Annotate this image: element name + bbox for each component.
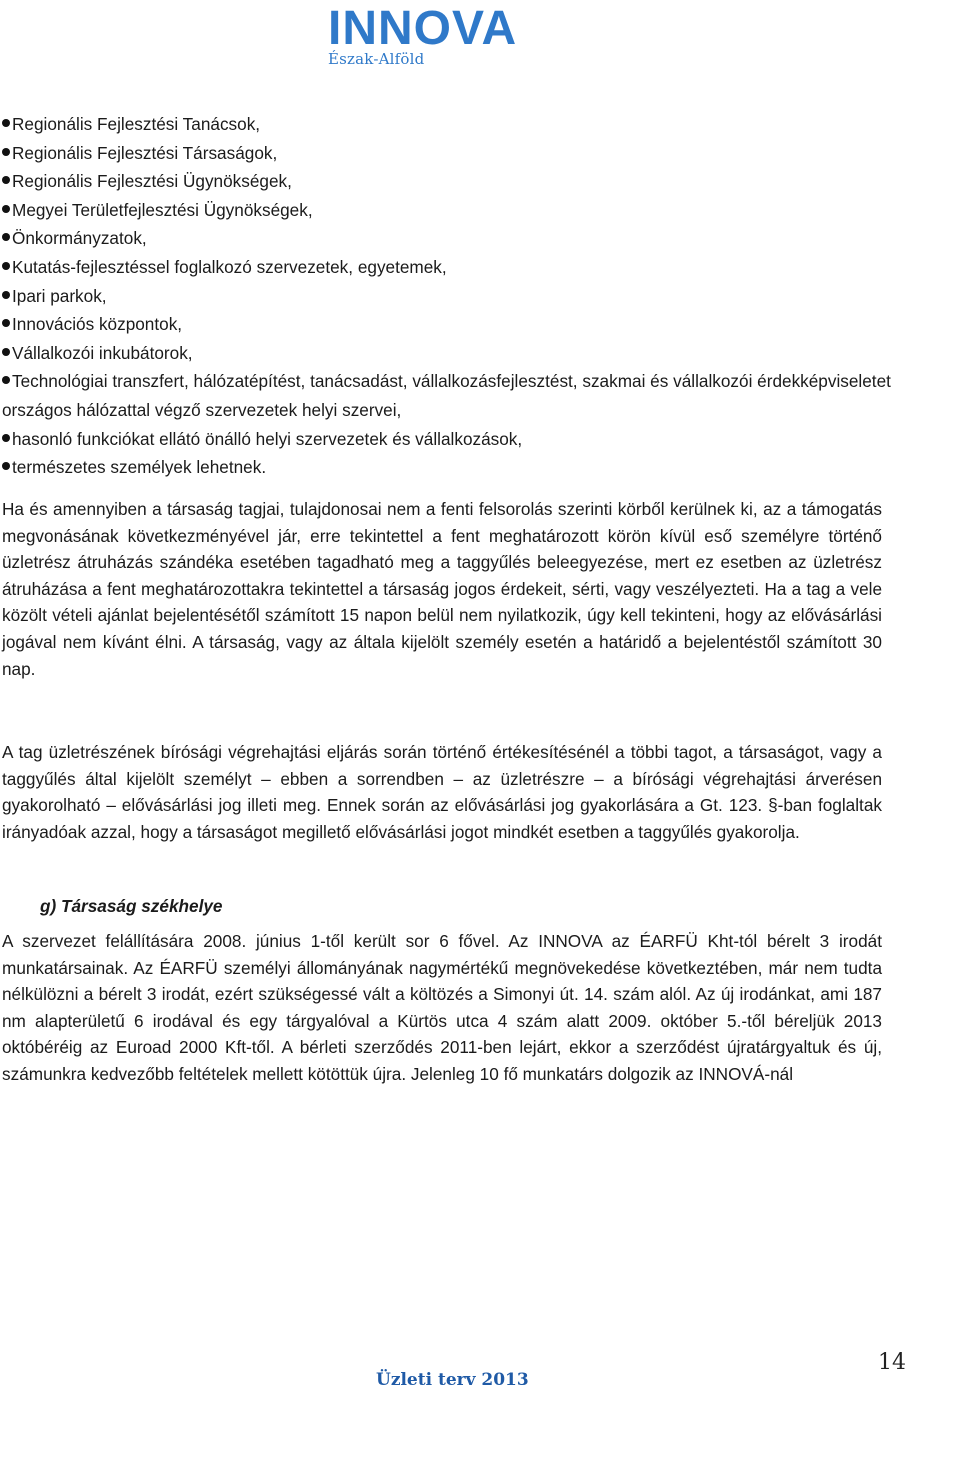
bullet-icon	[2, 319, 10, 327]
paragraph-preemption-right: A tag üzletrészének bírósági végrehajtási eljárás során történő értékesítésénél a többi tagot, a társaságot, vagy a taggyűlés által kijelölt személyt – ebben a sorrendben – az üzletrészre – a bírósági végrehajtási árverésen gyakorolható – elővásárlási jog illeti meg. Ennek során az elővásárlási jog gyakorlására a Gt. 123. §-ban foglaltak irányadóak azzal, hogy a társaságot megillető elővásárlási jogot mindkét esetben a taggyűlés gyakorolja.	[2, 742, 882, 842]
bullet-icon	[2, 176, 10, 184]
bullet-icon	[2, 262, 10, 270]
logo-wordmark-text: INNOVA	[328, 4, 518, 48]
logo-subtitle: Észak-Alföld	[328, 50, 425, 68]
list-item: Technológiai transzfert, hálózatépítést, tanácsadást, vállalkozásfejlesztést, szakmai és vállalkozói érdekképviseletet országos hálózattal végző szervezetek helyi szervei,	[2, 371, 891, 420]
bullet-icon	[2, 434, 10, 442]
bullet-icon	[2, 148, 10, 156]
bullet-icon	[2, 462, 10, 470]
section-heading-seat: g) Társaság székhelye	[40, 896, 223, 916]
paragraph-share-transfer: Ha és amennyiben a társaság tagjai, tulajdonosai nem a fenti felsorolás szerinti körből kerülnek ki, az a támogatás megvonásának következményével jár, erre tekintettel a fent meghatározott körön kívül eső személyre történő üzletrész átruházás szándéka esetében tagadható meg a taggyűlés beleegyezése, mert ez esetben az üzletrész átruházása a fent meghatározottakra tekintettel a társaság jogos érdekeit, sérti, vagy veszélyezteti. Ha a tag a vele közölt vételi ajánlat bejelentésétől számított 15 napon belül nem nyilatkozik, úgy kell tekinteni, hogy az elővásárlási jogával nem kívánt élni. A társaság, vagy az általa kijelölt személy esetén a határidő a bejelentéstől számított 30 nap.	[2, 499, 882, 679]
list-item: Regionális Fejlesztési Társaságok,	[2, 139, 892, 168]
list-item: Ipari parkok,	[2, 282, 892, 311]
list-item: Innovációs központok,	[2, 310, 892, 339]
innova-wordmark-icon	[328, 4, 544, 48]
bullet-icon	[2, 233, 10, 241]
innova-logo	[328, 4, 544, 68]
bullet-icon	[2, 348, 10, 356]
bullet-icon	[2, 376, 10, 384]
paragraph-company-seat: A szervezet felállítására 2008. június 1-től került sor 6 fővel. Az INNOVA az ÉARFÜ Kht-tól bérelt 3 irodát munkatársainak. Az ÉARFÜ személyi állományának nagymértékű megnövekedése következtében, már nem tudta nélkülözni a bérelt 3 irodát, ezért szükségessé vált a költözés a Simonyi út. 14. szám alól. Az új irodánkat, ami 187 nm alapterületű 6 irodával és egy tárgyalóval a Kürtös utca 4 szám alatt 2009. október 5.-től béreljük 2013 októbéréig az Euroad 2000 Kft-től. A bérleti szerződés 2011-ben lejárt, ekkor a szerződést újratárgyaltuk és új, számunkra kedvezőbb feltételek mellett kötöttük újra. Jelenleg 10 fő munkatárs dolgozik az INNOVÁ-nál	[2, 931, 882, 1084]
footer-title: Üzleti terv 2013	[376, 1370, 529, 1390]
page-number: 14	[878, 1350, 906, 1375]
list-item: Kutatás-fejlesztéssel foglalkozó szervezetek, egyetemek,	[2, 253, 892, 282]
bullet-icon	[2, 205, 10, 213]
list-item: Regionális Fejlesztési Ügynökségek,	[2, 167, 892, 196]
bullet-icon	[2, 291, 10, 299]
list-item: Regionális Fejlesztési Tanácsok,	[2, 110, 892, 139]
bullet-icon	[2, 119, 10, 127]
list-item: Önkormányzatok,	[2, 224, 892, 253]
list-item: hasonló funkciókat ellátó önálló helyi szervezetek és vállalkozások,	[2, 425, 892, 454]
list-item: természetes személyek lehetnek.	[2, 453, 892, 482]
list-item: Vállalkozói inkubátorok,	[2, 339, 892, 368]
eligible-members-list	[2, 110, 892, 482]
list-item: Megyei Területfejlesztési Ügynökségek,	[2, 196, 892, 225]
